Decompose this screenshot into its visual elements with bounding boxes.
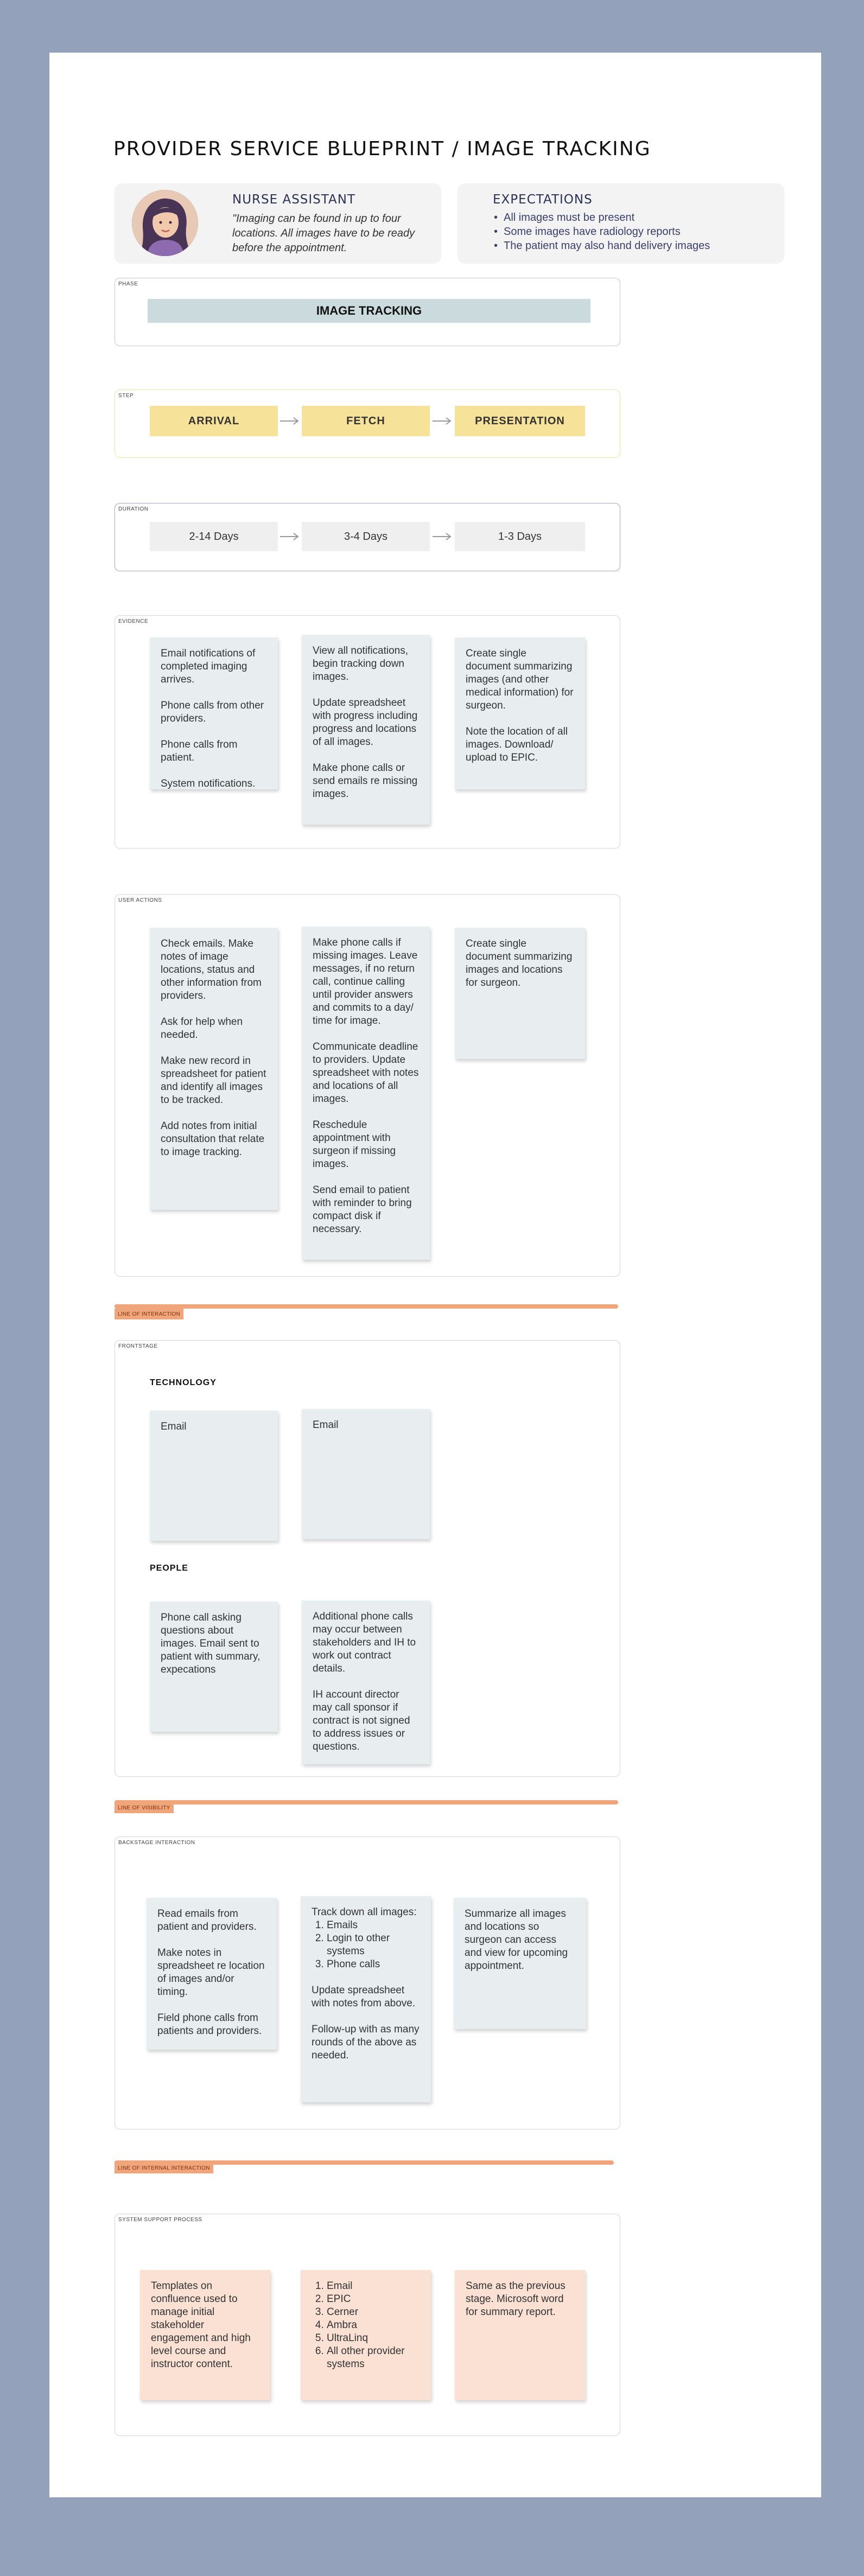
card-text: Email <box>313 1419 339 1431</box>
card-list-item: 3. Cerner <box>327 2306 420 2319</box>
card-list <box>312 1919 420 1971</box>
step-arrival: ARRIVAL <box>150 406 278 436</box>
card-list-item: 2. Login to other systems <box>327 1932 420 1958</box>
technology-heading: TECHNOLOGY <box>150 1378 217 1387</box>
card-list-item: 1. Email <box>327 2280 420 2293</box>
expectations-list <box>493 211 775 253</box>
expectation-item: • Some images have radiology reports <box>493 225 775 239</box>
card-text: Email <box>161 1421 187 1432</box>
avatar <box>132 190 198 256</box>
backstage-card-fetch <box>301 1896 431 2102</box>
persona-quote: "Imaging can be found in up to four locations. All images have to be ready before the appointment. <box>232 213 415 254</box>
card-text: View all notifications, begin tracking down images. <box>313 645 409 683</box>
card-text: Phone calls from other providers. <box>161 700 264 724</box>
step-presentation: PRESENTATION <box>455 406 585 436</box>
section-label: STEP <box>118 393 134 399</box>
card-list-item: 6. All other provider systems <box>327 2345 420 2371</box>
evidence-card-arrival <box>150 637 278 789</box>
card-text: Create single document summarizing images and locations for surgeon. <box>466 938 573 989</box>
line-of-interaction-bar <box>115 1304 618 1309</box>
arrow-icon <box>433 417 452 425</box>
card-text: Add notes from initial consultation that relate to image tracking. <box>161 1120 265 1158</box>
technology-card-arrival <box>150 1411 278 1541</box>
section-label: PHASE <box>118 281 138 287</box>
card-text: Reschedule appointment with surgeon if missing images. <box>313 1119 396 1170</box>
people-card-fetch <box>302 1601 430 1764</box>
card-text: Field phone calls from patients and providers. <box>157 2012 262 2037</box>
card-list-item: 2. EPIC <box>327 2293 420 2306</box>
section-label: FRONTSTAGE <box>118 1343 158 1349</box>
support-card-arrival <box>140 2270 270 2400</box>
arrow-icon <box>433 533 452 540</box>
phase-bar: IMAGE TRACKING <box>148 299 590 323</box>
card-text: Summarize all images and locations so surgeon can access and view for upcoming appointment. <box>465 1908 568 1972</box>
line-of-visibility-bar <box>115 1800 618 1805</box>
line-of-interaction-label: LINE OF INTERACTION <box>115 1309 183 1319</box>
card-text: Read emails from patient and providers. <box>157 1908 257 1933</box>
card-text: System notifications. <box>161 778 256 789</box>
technology-card-fetch <box>302 1409 430 1539</box>
card-list-item: 1. Emails <box>327 1919 420 1932</box>
card-text: Ask for help when needed. <box>161 1016 243 1041</box>
card-text: Check emails. Make notes of image locations, status and other information from providers. <box>161 938 262 1002</box>
card-text: Update spreadsheet with notes from above. <box>312 1985 416 2009</box>
card-text: Make notes in spreadsheet re location of images and/or timing. <box>157 1947 265 1998</box>
duration-presentation: 1-3 Days <box>455 522 585 551</box>
user-action-card-fetch <box>302 927 430 1260</box>
arrow-icon <box>280 417 300 425</box>
evidence-card-presentation <box>455 637 585 789</box>
card-text: Templates on confluence used to manage initial stakeholder engagement and high level course and instructor content. <box>151 2280 251 2370</box>
section-label: SYSTEM SUPPORT PROCESS <box>118 2217 202 2223</box>
expectation-item: • The patient may also hand delivery images <box>493 239 775 253</box>
card-text: Create single document summarizing images (and other medical information) for surgeon. <box>466 648 574 711</box>
backstage-card-presentation <box>454 1898 586 2029</box>
arrow-icon <box>280 533 300 540</box>
section-label: DURATION <box>118 506 149 512</box>
user-action-card-presentation <box>455 928 585 1059</box>
card-list <box>312 2280 420 2371</box>
card-text: Note the location of all images. Download/ upload to EPIC. <box>466 726 568 763</box>
duration-fetch: 3-4 Days <box>302 522 430 551</box>
persona-role: NURSE ASSISTANT <box>232 193 356 207</box>
page-title: PROVIDER SERVICE BLUEPRINT / IMAGE TRACKING <box>113 138 651 160</box>
card-list-item: 3. Phone calls <box>327 1958 420 1971</box>
support-card-fetch <box>301 2270 431 2400</box>
card-text: Make phone calls if missing images. Leave messages, if no return call, continue calling until provider answers and commits to a day/ time for image. <box>313 937 418 1026</box>
duration-arrival: 2-14 Days <box>150 522 278 551</box>
card-text: Additional phone calls may occur between stakeholders and IH to work out contract details. <box>313 1611 416 1674</box>
backstage-card-arrival <box>147 1898 277 2050</box>
support-card-presentation <box>455 2270 585 2400</box>
line-of-internal-interaction-label: LINE OF INTERNAL INTERACTION <box>115 2163 213 2173</box>
card-text: Phone calls from patient. <box>161 739 238 763</box>
card-list-item: 5. UltraLinq <box>327 2332 420 2345</box>
expectation-item: • All images must be present <box>493 211 775 225</box>
card-text: Track down all images: <box>312 1907 417 1918</box>
line-of-visibility-label: LINE OF VISIBILITY <box>115 1802 174 1813</box>
card-text: Email notifications of completed imaging arrives. <box>161 648 256 685</box>
people-card-arrival <box>150 1602 278 1732</box>
section-label: BACKSTAGE INTERACTION <box>118 1840 195 1846</box>
step-fetch: FETCH <box>302 406 430 436</box>
card-text: Same as the previous stage. Microsoft word for summary report. <box>466 2280 566 2318</box>
expectations-title: EXPECTATIONS <box>493 193 593 207</box>
people-heading: PEOPLE <box>150 1564 188 1573</box>
card-list-item: 4. Ambra <box>327 2319 420 2332</box>
card-text: Make new record in spreadsheet for patient and identify all images to be tracked. <box>161 1055 266 1106</box>
card-text: Phone call asking questions about images. Email sent to patient with summary, expecations <box>161 1612 261 1675</box>
user-action-card-arrival <box>150 928 278 1210</box>
card-text: Update spreadsheet with progress including progress and locations of all images. <box>313 697 418 748</box>
card-text: Send email to patient with reminder to bring compact disk if necessary. <box>313 1184 412 1235</box>
card-text: Make phone calls or send emails re missing images. <box>313 762 418 800</box>
card-text <box>312 1906 420 1919</box>
card-text: Communicate deadline to providers. Update spreadsheet with notes and locations of all images. <box>313 1041 419 1105</box>
section-label: EVIDENCE <box>118 619 149 624</box>
card-text: IH account director may call sponsor if contract is not signed to address issues or questions. <box>313 1689 410 1752</box>
card-text: Follow-up with as many rounds of the above as needed. <box>312 2024 420 2061</box>
evidence-card-fetch <box>302 635 430 825</box>
section-label: USER ACTIONS <box>118 897 162 903</box>
